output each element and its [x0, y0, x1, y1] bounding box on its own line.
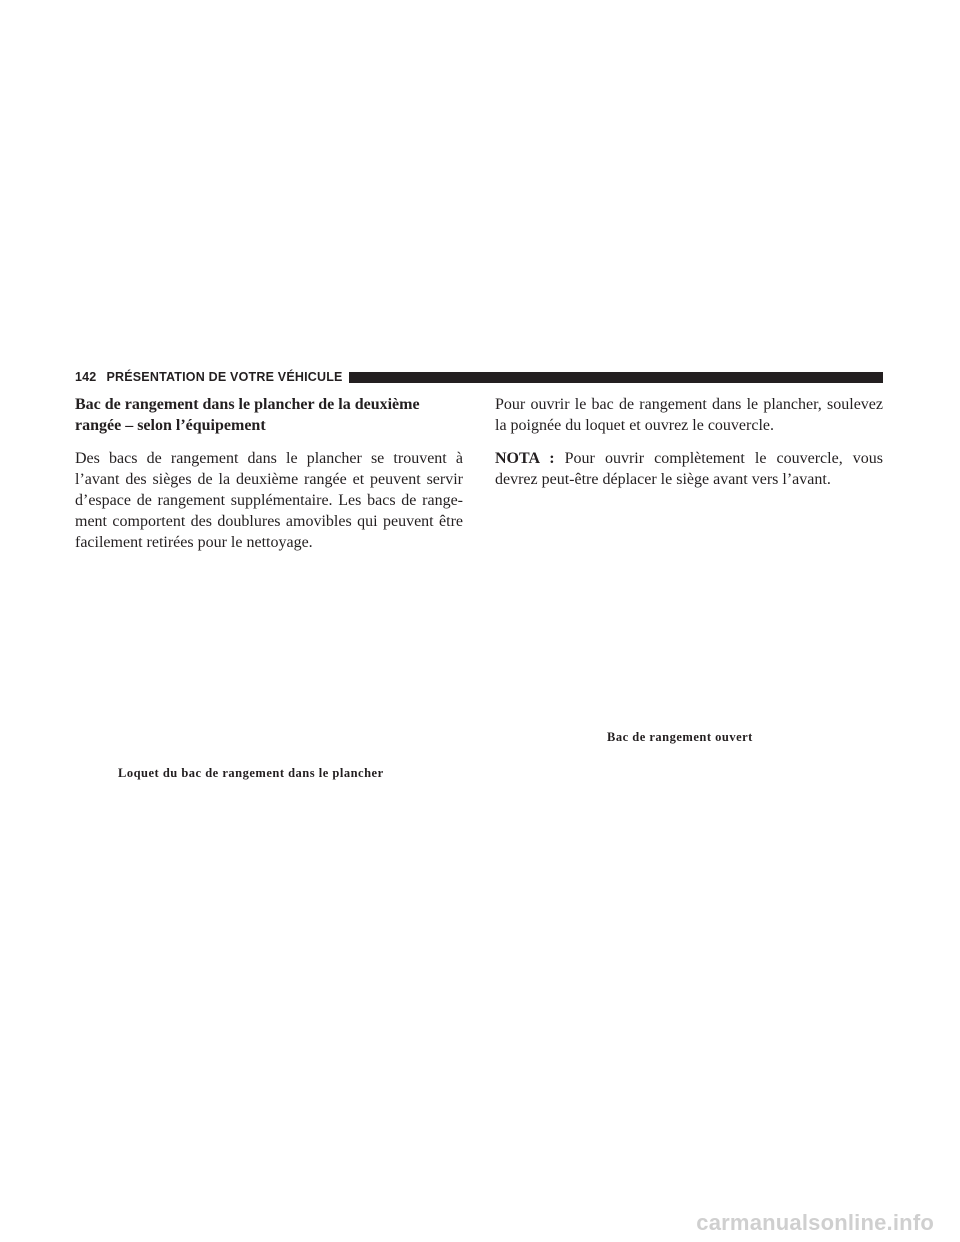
note-label: NOTA : — [495, 450, 555, 467]
page-number: 142 — [75, 370, 97, 384]
note-paragraph — [495, 448, 883, 490]
caption-open-bin: Bac de rangement ouvert — [607, 730, 753, 744]
header-rule — [349, 372, 883, 383]
instruction-paragraph: Pour ouvrir le bac de rangement dans le plancher, soulevez la poignée du loquet et ouvrez le couvercle. — [495, 396, 883, 434]
caption-latch: Loquet du bac de rangement dans le plancher — [118, 766, 384, 780]
figure-latch — [75, 555, 463, 735]
section-title: PRÉSENTATION DE VOTRE VÉHICULE — [106, 370, 343, 384]
watermark: carmanualsonline.info — [696, 1210, 934, 1235]
heading-line-2: rangée – selon l’équipement — [75, 417, 266, 434]
heading-line-1: Bac de rangement dans le plancher de la deuxième — [75, 396, 420, 413]
note-text: Pour ouvrir complètement le couvercle, vous devrez peut-être déplacer le siège avant vers l’avant. — [495, 450, 884, 488]
right-column — [495, 394, 883, 502]
page-header — [75, 367, 883, 387]
intro-paragraph: Des bacs de rangement dans le plancher se trouvent à l’avant des sièges de la deuxième rangée et peuvent servir d’espace de rangement supplémentaire. Les bacs de range-ment comportent des doublures amovibles qui peuvent être facilement retirées pour le nettoyage. — [75, 450, 463, 551]
figure-open-bin — [495, 498, 883, 718]
section-heading — [75, 394, 463, 436]
left-column — [75, 394, 463, 565]
